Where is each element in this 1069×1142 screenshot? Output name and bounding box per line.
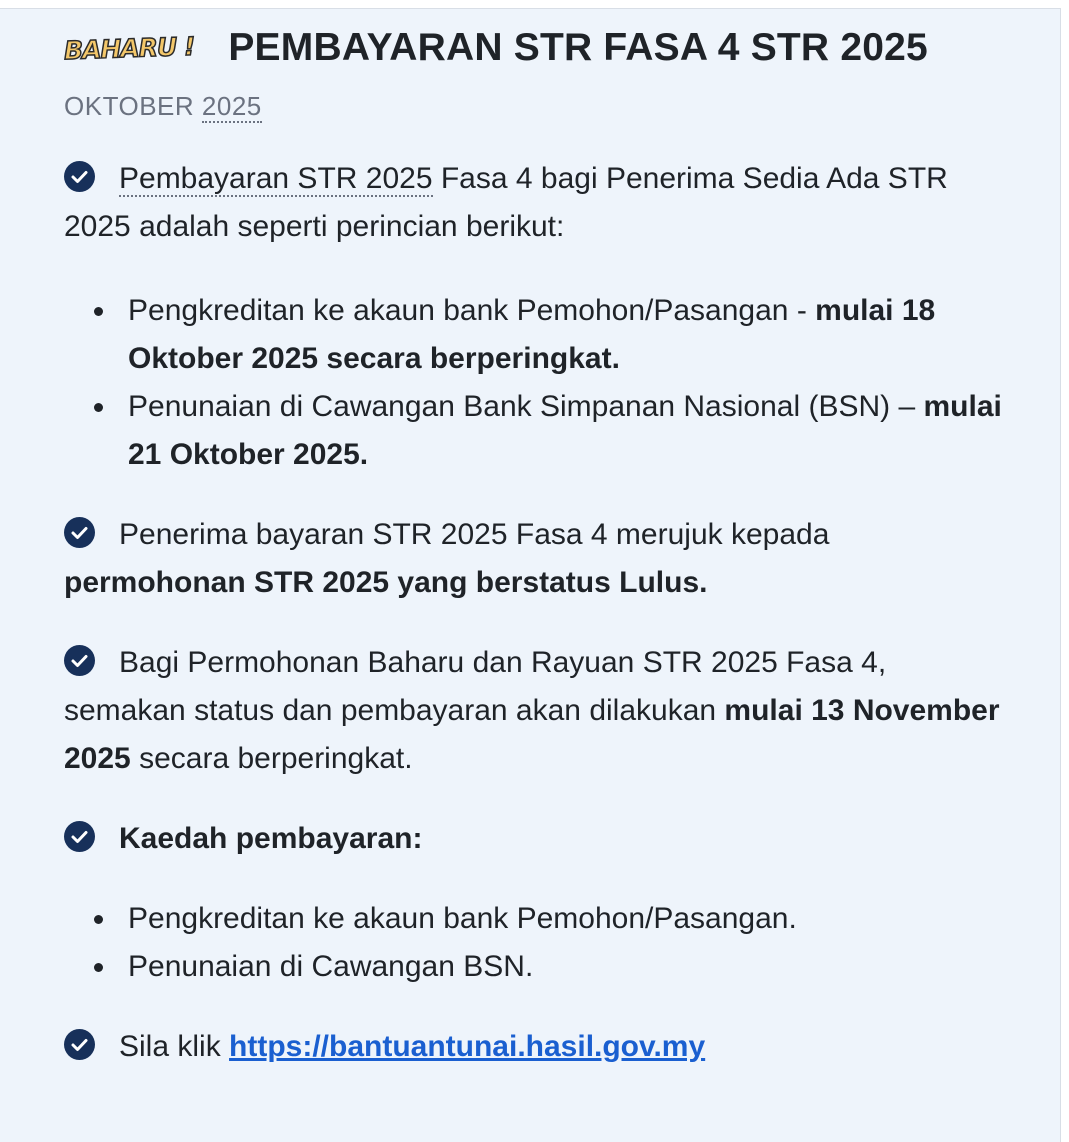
section-5-text: Sila klik xyxy=(119,1030,230,1063)
list-item: Penunaian di Cawangan BSN. xyxy=(64,943,1004,991)
check-circle-icon xyxy=(64,821,95,852)
payment-schedule-list xyxy=(64,287,1004,479)
check-circle-icon xyxy=(64,161,95,192)
section-link xyxy=(64,1023,1004,1071)
payment-str-link[interactable]: Pembayaran STR 2025 xyxy=(119,162,433,195)
section-2-text: Penerima bayaran STR 2025 Fasa 4 merujuk kepada xyxy=(119,518,830,551)
section-3-tail: secara berperingkat. xyxy=(130,742,413,775)
check-circle-icon xyxy=(64,645,95,676)
page-title: PEMBAYARAN STR FASA 4 STR 2025 xyxy=(228,26,928,69)
list-item-text: Penunaian di Cawangan Bank Simpanan Nasional (BSN) – xyxy=(128,390,924,423)
date-month: OKTOBER xyxy=(64,91,195,121)
list-item xyxy=(64,287,1004,383)
post-date xyxy=(64,91,262,122)
list-item-text: Pengkreditan ke akaun bank Pemohon/Pasangan - xyxy=(128,294,816,327)
section-3-bold: mulai 13 November 2025 xyxy=(64,694,1000,775)
section-2-bold: permohonan STR 2025 yang berstatus Lulus. xyxy=(64,566,708,599)
check-circle-icon xyxy=(64,517,95,548)
section-new-applications xyxy=(64,639,1004,783)
date-year: 2025 xyxy=(201,91,262,121)
list-item: Pengkreditan ke akaun bank Pemohon/Pasangan. xyxy=(64,895,1004,943)
list-item-bold: mulai 21 Oktober 2025. xyxy=(128,390,1002,471)
section-3-text: Bagi Permohonan Baharu dan Rayuan STR 2025 Fasa 4, semakan status dan pembayaran akan dilakukan xyxy=(64,646,887,727)
section-payment-method xyxy=(64,815,1004,863)
bantuan-tunai-link[interactable]: https://bantuantunai.hasil.gov.my xyxy=(229,1030,706,1063)
announcement-panel xyxy=(0,8,1061,1142)
section-1-text: Fasa 4 bagi Penerima Sedia Ada STR 2025 adalah seperti perincian berikut: xyxy=(64,162,948,243)
check-circle-icon xyxy=(64,1029,95,1060)
list-item-bold: mulai 18 Oktober 2025 secara berperingkat. xyxy=(128,294,936,375)
list-item xyxy=(64,383,1004,479)
title-row xyxy=(64,26,928,70)
payment-method-list xyxy=(64,895,1004,991)
section-recipients xyxy=(64,511,1004,607)
section-payment-schedule xyxy=(64,155,1004,251)
new-badge-icon: BAHARU ! xyxy=(63,31,195,65)
payment-method-heading: Kaedah pembayaran: xyxy=(119,822,423,855)
